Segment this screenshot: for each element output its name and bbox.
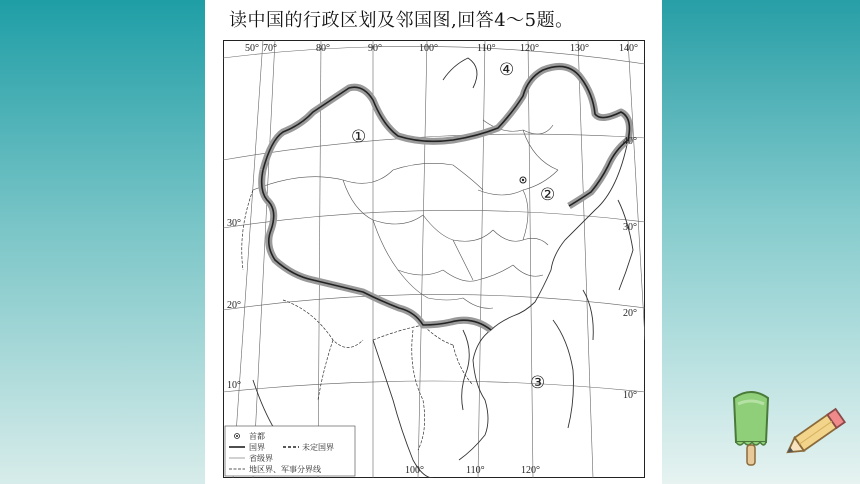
region-marker-2: ② bbox=[540, 185, 556, 205]
lat-label-right-40: 40° bbox=[623, 136, 637, 147]
legend-provincial-border: 省级界 bbox=[249, 454, 273, 463]
capital-beijing bbox=[520, 177, 526, 183]
legend-regional-border: 地区界、军事分界线 bbox=[249, 465, 321, 474]
legend-national-border: 国界 bbox=[249, 443, 265, 452]
pencil-icon bbox=[782, 402, 852, 464]
lon-label-120: 120° bbox=[520, 43, 539, 54]
region-marker-1: ① bbox=[351, 127, 367, 147]
lon-label-90: 90° bbox=[368, 43, 382, 54]
lon-label-bottom-100: 100° bbox=[405, 465, 424, 476]
lon-label-80: 80° bbox=[316, 43, 330, 54]
lon-label-130: 130° bbox=[570, 43, 589, 54]
lat-label-left-30: 30° bbox=[227, 218, 241, 229]
lon-label-70: 70° bbox=[263, 43, 277, 54]
lon-label-100: 100° bbox=[419, 43, 438, 54]
map-frame bbox=[224, 41, 645, 478]
china-admin-map bbox=[223, 40, 645, 478]
content-panel bbox=[205, 0, 662, 484]
lon-label-bottom-110: 110° bbox=[466, 465, 485, 476]
lon-label-bottom-120: 120° bbox=[521, 465, 540, 476]
legend-capital: 首都 bbox=[249, 432, 265, 441]
lat-label-left-20: 20° bbox=[227, 300, 241, 311]
lat-label-right-20: 20° bbox=[623, 308, 637, 319]
lat-label-right-30: 30° bbox=[623, 222, 637, 233]
lon-label-50: 50° bbox=[245, 43, 259, 54]
region-marker-4: ④ bbox=[499, 60, 515, 80]
legend-undetermined-border: 未定国界 bbox=[302, 443, 334, 452]
lat-label-right-10: 10° bbox=[623, 390, 637, 401]
lat-label-left-10: 10° bbox=[227, 380, 241, 391]
lon-label-140: 140° bbox=[619, 43, 638, 54]
green-ice-cream-icon bbox=[726, 390, 776, 470]
map-legend bbox=[225, 426, 355, 476]
lon-label-110: 110° bbox=[477, 43, 496, 54]
region-marker-3: ③ bbox=[530, 373, 546, 393]
question-instruction: 读中国的行政区划及邻国图,回答4～5题。 bbox=[229, 10, 574, 31]
